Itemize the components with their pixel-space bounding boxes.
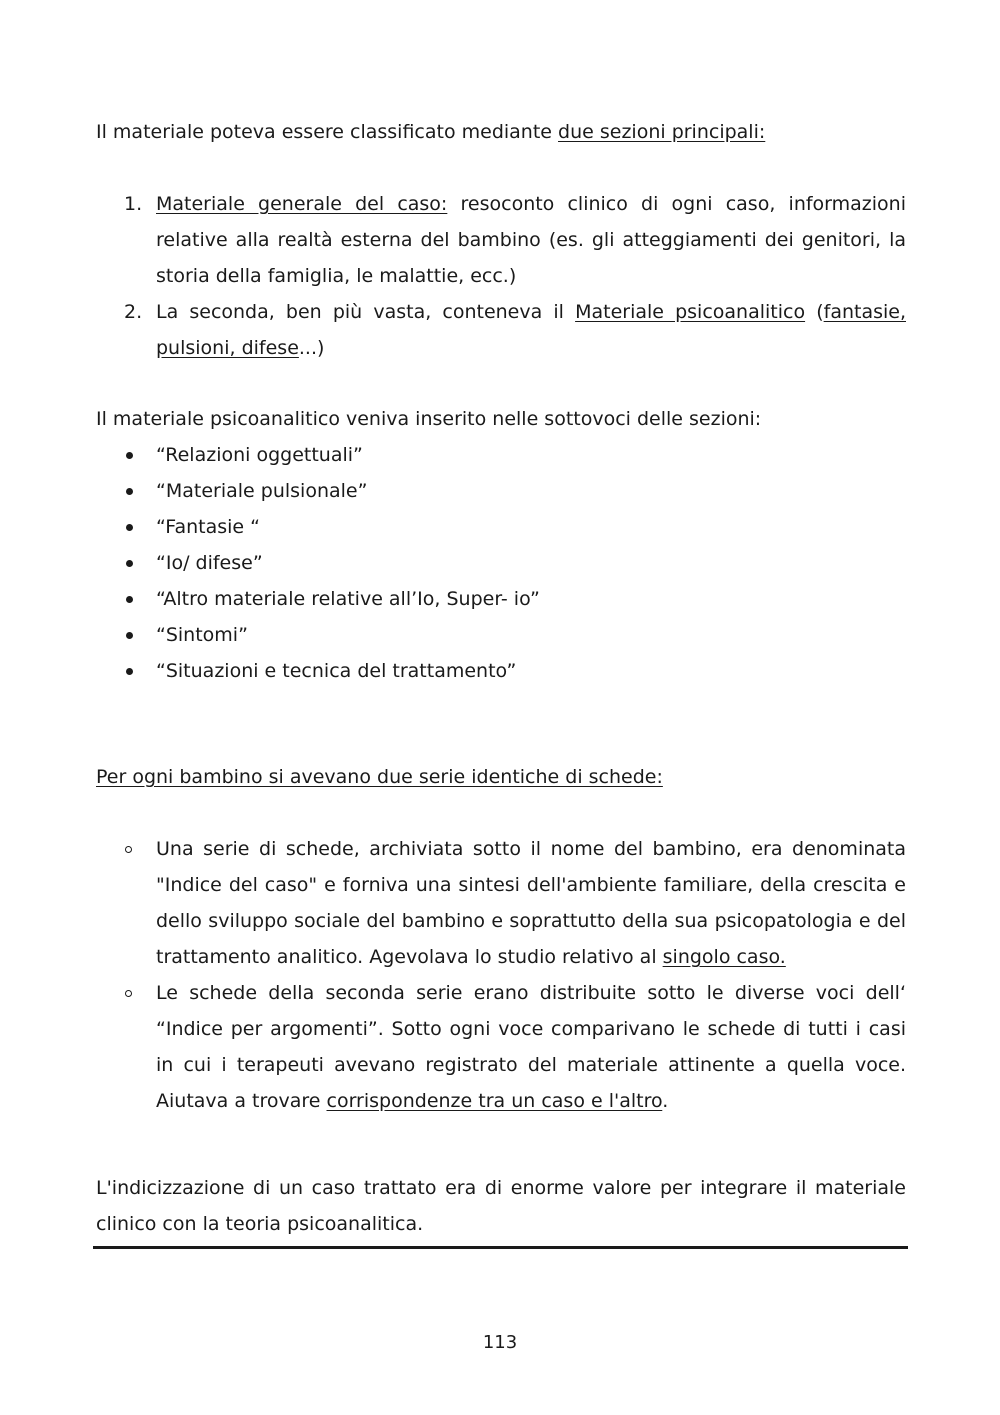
list-item: [96, 186, 906, 294]
bullet-icon: [126, 668, 133, 675]
divider-rule: [93, 1246, 908, 1249]
scheda-1-text: Una serie di schede, archiviata sotto il nome del bambino, era denominata "Indice del caso" e forniva una sintesi dell'ambiente familiare, della crescita e dello sviluppo sociale del bambino e soprattutto della sua psicopatologia e del trattamento analitico. Agevolava lo studio relativo al: [156, 838, 906, 968]
conclusion-paragraph: L'indicizzazione di un caso trattato era di enorme valore per integrare il materiale clinico con la teoria psicoanalitica.: [96, 1177, 906, 1235]
list-marker: 2.: [124, 301, 143, 323]
list-item: [96, 473, 906, 509]
section-2-text-after: ...): [298, 337, 325, 359]
bullet-icon: [126, 632, 133, 639]
subsection-label: “Fantasie “: [156, 516, 260, 538]
list-item: [96, 653, 906, 689]
list-marker: 1.: [124, 193, 143, 215]
section-2-examples: fantasie, pulsioni, difese: [156, 301, 906, 359]
section-2-text-before: La seconda, ben più vasta, conteneva il: [156, 301, 576, 323]
scheda-2-text-after: .: [662, 1090, 669, 1112]
bullet-icon: [126, 488, 133, 495]
bullet-icon: [126, 524, 133, 531]
scheda-1-underlined: singolo caso.: [662, 946, 786, 968]
scheda-2-text: Le schede della seconda serie erano distribuite sotto le diverse voci dell‘ “Indice per argomenti”. Sotto ogni voce comparivano le schede di tutti i casi in cui i terapeuti avevano registrato del materiale attinente a quella voce. Aiutava a trovare: [156, 982, 906, 1112]
schede-heading-block: [96, 759, 906, 795]
section-1-text: resoconto clinico di ogni caso, informazioni relative alla realtà esterna del bambino (es. gli atteggiamenti dei genitori, la storia della famiglia, le malattie, ecc.): [156, 193, 906, 287]
subsection-label: “Materiale pulsionale”: [156, 480, 368, 502]
circle-bullet-icon: [125, 846, 132, 853]
sections-list: [96, 186, 906, 366]
subsections-block: [96, 401, 906, 689]
bullet-icon: [126, 560, 133, 567]
subsection-label: “Situazioni e tecnica del trattamento”: [156, 660, 517, 682]
list-item: [96, 437, 906, 473]
list-item: [96, 581, 906, 617]
section-2-text-middle: (: [805, 301, 824, 323]
subsection-label: “Sintomi”: [156, 624, 248, 646]
scheda-2-underlined: corrispondenze tra un caso e l'altro: [326, 1090, 663, 1112]
list-item: [96, 545, 906, 581]
section-1-title: Materiale generale del caso:: [156, 193, 448, 215]
subsections-intro: Il materiale psicoanalitico veniva inserito nelle sottovoci delle sezioni:: [96, 408, 762, 430]
intro-text: Il materiale poteva essere classificato mediante: [96, 121, 559, 143]
bullet-icon: [126, 596, 133, 603]
conclusion-block: [96, 1170, 906, 1242]
section-2-title: Materiale psicoanalitico: [575, 301, 806, 323]
list-item: [96, 294, 906, 366]
subsection-label: “Altro materiale relative all’Io, Super- io”: [156, 588, 540, 610]
list-item: [96, 617, 906, 653]
bullet-icon: [126, 452, 133, 459]
circle-bullet-icon: [125, 990, 132, 997]
list-item: [96, 975, 906, 1119]
list-item: [96, 509, 906, 545]
subsection-label: “Relazioni oggettuali”: [156, 444, 363, 466]
schede-heading: Per ogni bambino si avevano due serie identiche di schede:: [96, 766, 663, 788]
subsection-label: “Io/ difese”: [156, 552, 263, 574]
schede-list: [96, 831, 906, 1119]
intro-underlined: due sezioni principali:: [558, 121, 766, 143]
page-number: 113: [482, 1332, 518, 1353]
list-item: [96, 831, 906, 975]
intro-paragraph: [96, 114, 906, 150]
